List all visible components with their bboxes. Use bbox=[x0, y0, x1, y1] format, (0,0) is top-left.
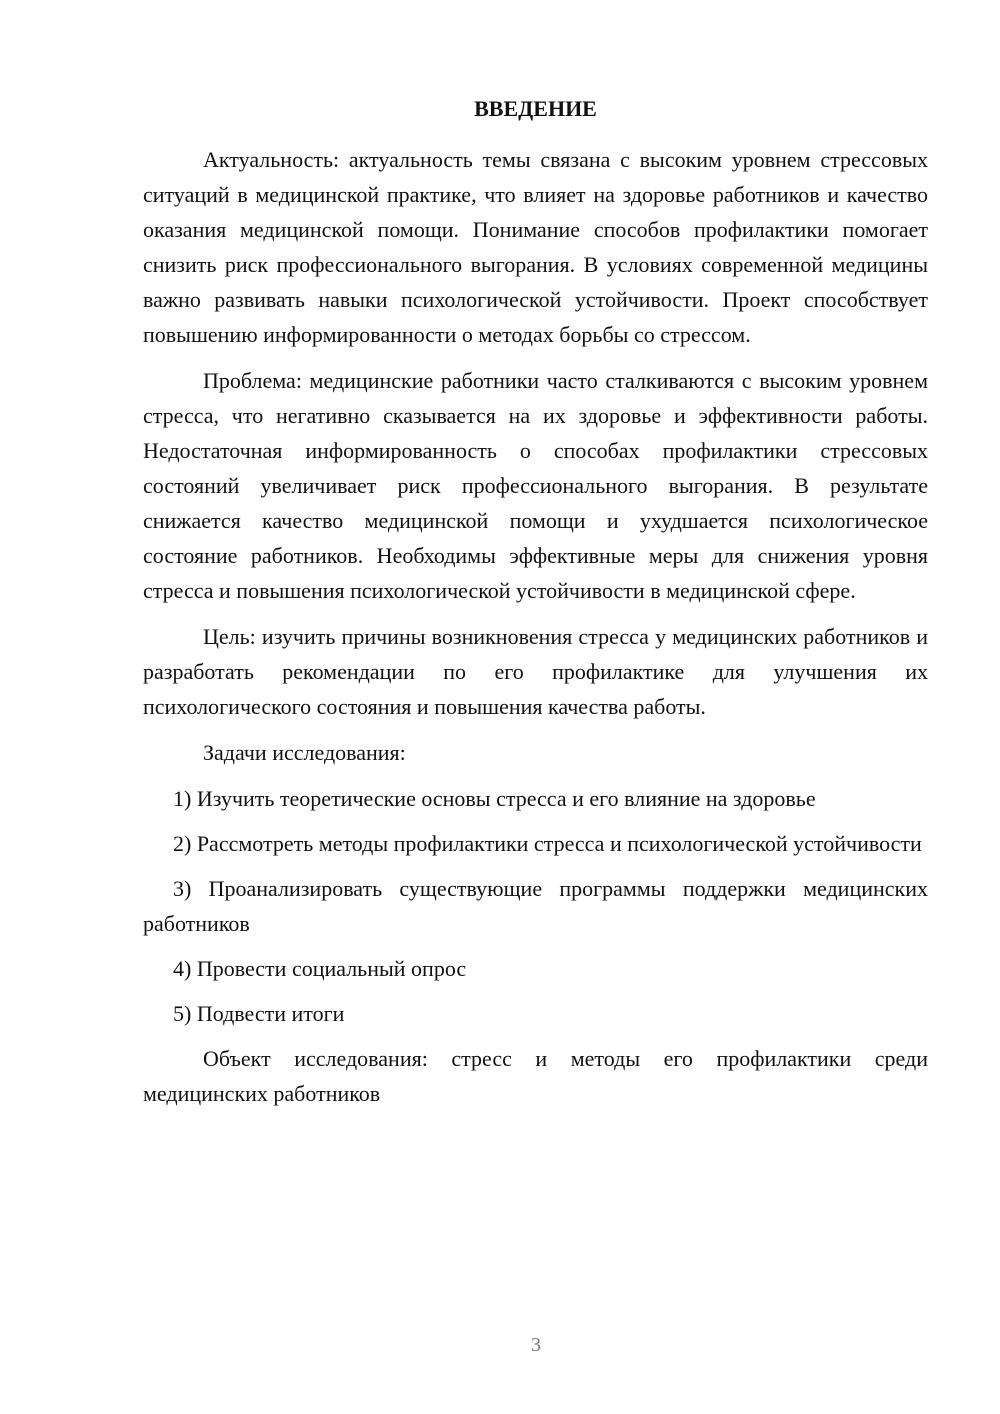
task-item-1: 1) Изучить теоретические основы стресса и его влияние на здоровье bbox=[173, 786, 816, 811]
goal-paragraph: Цель: изучить причины возникновения стресса у медицинских работников и разработать рекомендации по его профилактике для улучшения их психологического состояния и повышения качества работы. bbox=[143, 624, 928, 719]
tasks-title: Задачи исследования: bbox=[203, 740, 406, 765]
section-heading: ВВЕДЕНИЕ bbox=[474, 96, 597, 121]
task-item-2: 2) Рассмотреть методы профилактики стресса и психологической устойчивости bbox=[173, 831, 922, 856]
task-item-4: 4) Провести социальный опрос bbox=[173, 956, 467, 981]
relevance-paragraph: Актуальность: актуальность темы связана с высоким уровнем стрессовых ситуаций в медицинской практике, что влияет на здоровье работников и качество оказания медицинской помощи. Понимание способов профилактики помогает снизить риск профессионального выгорания. В условиях современной медицины важно развивать навыки психологической устойчивости. Проект способствует повышению информированности о методах борьбы со стрессом. bbox=[143, 147, 928, 347]
document-page bbox=[143, 94, 928, 1122]
object-paragraph: Объект исследования: стресс и методы его профилактики среди медицинских работников bbox=[143, 1046, 928, 1106]
task-item-3: 3) Проанализировать существующие программы поддержки медицинских работников bbox=[143, 876, 928, 936]
page-number: 3 bbox=[531, 1334, 541, 1356]
task-item-5: 5) Подвести итоги bbox=[173, 1001, 345, 1026]
problem-paragraph: Проблема: медицинские работники часто сталкиваются с высоким уровнем стресса, что негативно сказывается на их здоровье и эффективности работы. Недостаточная информированность о способах профилактики стрессовых состояний увеличивает риск профессионального выгорания. В результате снижается качество медицинской помощи и ухудшается психологическое состояние работников. Необходимы эффективные меры для снижения уровня стресса и повышения психологической устойчивости в медицинской сфере. bbox=[143, 368, 928, 603]
